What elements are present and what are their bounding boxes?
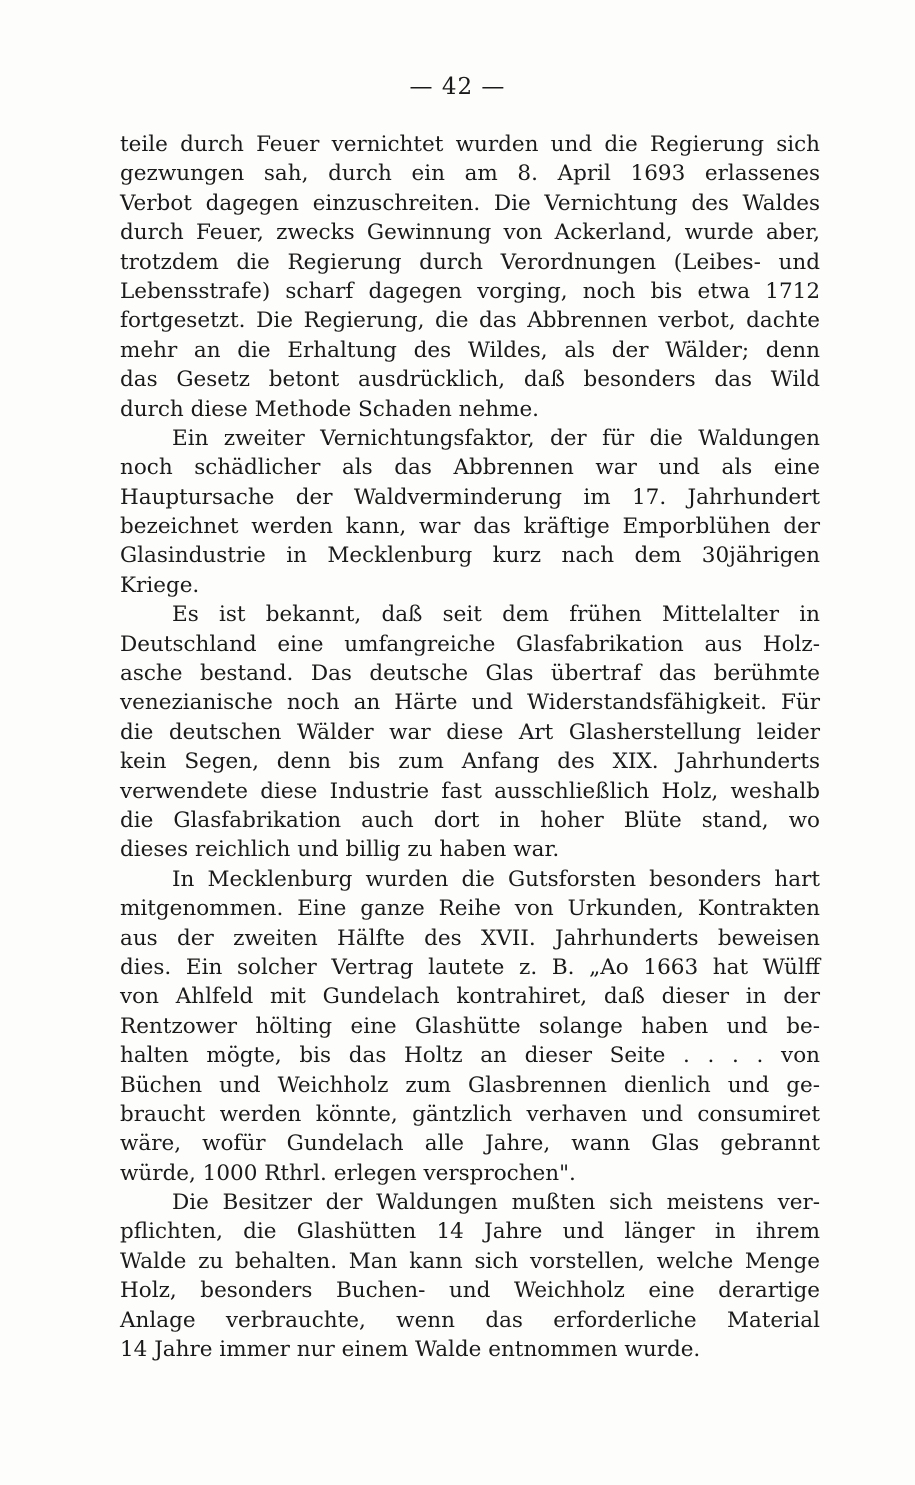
text-line: Rentzower hölting eine Glashütte solange haben und be- xyxy=(120,1013,820,1039)
text-line: Ein zweiter Vernichtungsfaktor, der für die Waldungen xyxy=(172,425,820,451)
text-line: kein Segen, denn bis zum Anfang des XIX. Jahrhunderts xyxy=(120,749,820,775)
text-line: 14 Jahre immer nur einem Walde entnommen wurde. xyxy=(120,1337,701,1363)
text-line: Die Besitzer der Waldungen mußten sich meistens ver- xyxy=(172,1190,820,1216)
text-line: braucht werden könnte, gäntzlich verhaven und consumiret xyxy=(120,1101,820,1127)
text-line: asche bestand. Das deutsche Glas übertraf das berühmte xyxy=(120,661,820,687)
text-line: teile durch Feuer vernichtet wurden und die Regierung sich xyxy=(120,132,820,157)
page-number: — 42 — xyxy=(409,74,506,100)
text-line: würde, 1000 Rthrl. erlegen versprochen". xyxy=(120,1160,576,1186)
text-line: bezeichnet werden kann, war das kräftige Emporblühen der xyxy=(120,514,820,540)
text-line: verwendete diese Industrie fast ausschließlich Holz, weshalb xyxy=(120,778,820,804)
text-line: In Mecklenburg wurden die Gutsforsten besonders hart xyxy=(172,866,820,892)
text-line: Holz, besonders Buchen- und Weichholz eine derartige xyxy=(120,1278,820,1304)
text-line: trotzdem die Regierung durch Verordnungen (Leibes- und xyxy=(120,249,820,275)
text-line: mehr an die Erhaltung des Wildes, als der Wälder; denn xyxy=(120,337,820,363)
text-line: dieses reichlich und billig zu haben war. xyxy=(120,837,560,863)
text-line: Anlage verbrauchte, wenn das erforderliche Material xyxy=(120,1307,820,1333)
text-line: Büchen und Weichholz zum Glasbrennen dienlich und ge- xyxy=(120,1072,820,1098)
paragraph xyxy=(120,865,820,1188)
text-line: Kriege. xyxy=(120,572,200,598)
text-line: das Gesetz betont ausdrücklich, daß besonders das Wild xyxy=(120,367,820,393)
text-line: halten mögte, bis das Holtz an dieser Seite . . . . von xyxy=(120,1043,820,1069)
text-line: von Ahlfeld mit Gundelach kontrahiret, daß dieser in der xyxy=(120,984,820,1010)
text-line: dies. Ein solcher Vertrag lautete z. B. „Ao 1663 hat Wülff xyxy=(120,954,820,980)
text-line: wäre, wofür Gundelach alle Jahre, wann Glas gebrannt xyxy=(120,1131,820,1157)
paragraph xyxy=(120,1188,820,1364)
text-line: Deutschland eine umfangreiche Glasfabrikation aus Holz- xyxy=(120,631,820,657)
text-line: gezwungen sah, durch ein am 8. April 1693 erlassenes xyxy=(120,161,820,187)
text-line: Hauptursache der Waldverminderung im 17. Jahrhundert xyxy=(120,484,820,510)
paragraph xyxy=(120,600,820,865)
text-line: durch Feuer, zwecks Gewinnung von Ackerland, wurde aber, xyxy=(120,220,820,246)
text-line: Lebensstrafe) scharf dagegen vorging, noch bis etwa 1712 xyxy=(120,278,820,304)
text-line: durch diese Methode Schaden nehme. xyxy=(120,396,540,422)
text-line: Walde zu behalten. Man kann sich vorstellen, welche Menge xyxy=(120,1248,820,1274)
text-line: Glasindustrie in Mecklenburg kurz nach dem 30jährigen xyxy=(120,543,820,569)
text-line: Verbot dagegen einzuschreiten. Die Vernichtung des Waldes xyxy=(120,190,820,216)
text-line: die deutschen Wälder war diese Art Glasherstellung leider xyxy=(120,719,820,745)
text-line: pflichten, die Glashütten 14 Jahre und länger in ihrem xyxy=(120,1219,820,1245)
text-line: venezianische noch an Härte und Widerstandsfähigkeit. Für xyxy=(120,690,820,716)
text-line: aus der zweiten Hälfte des XVII. Jahrhunderts beweisen xyxy=(120,925,820,951)
text-line: noch schädlicher als das Abbrennen war und als eine xyxy=(120,455,820,481)
body-text xyxy=(120,130,820,1364)
text-line: mitgenommen. Eine ganze Reihe von Urkunden, Kontrakten xyxy=(120,896,820,922)
paragraph xyxy=(120,130,820,424)
text-line: die Glasfabrikation auch dort in hoher Blüte stand, wo xyxy=(120,807,820,833)
paragraph xyxy=(120,424,820,600)
text-line: Es ist bekannt, daß seit dem frühen Mittelalter in xyxy=(172,602,820,628)
text-line: fortgesetzt. Die Regierung, die das Abbrennen verbot, dachte xyxy=(120,308,820,334)
